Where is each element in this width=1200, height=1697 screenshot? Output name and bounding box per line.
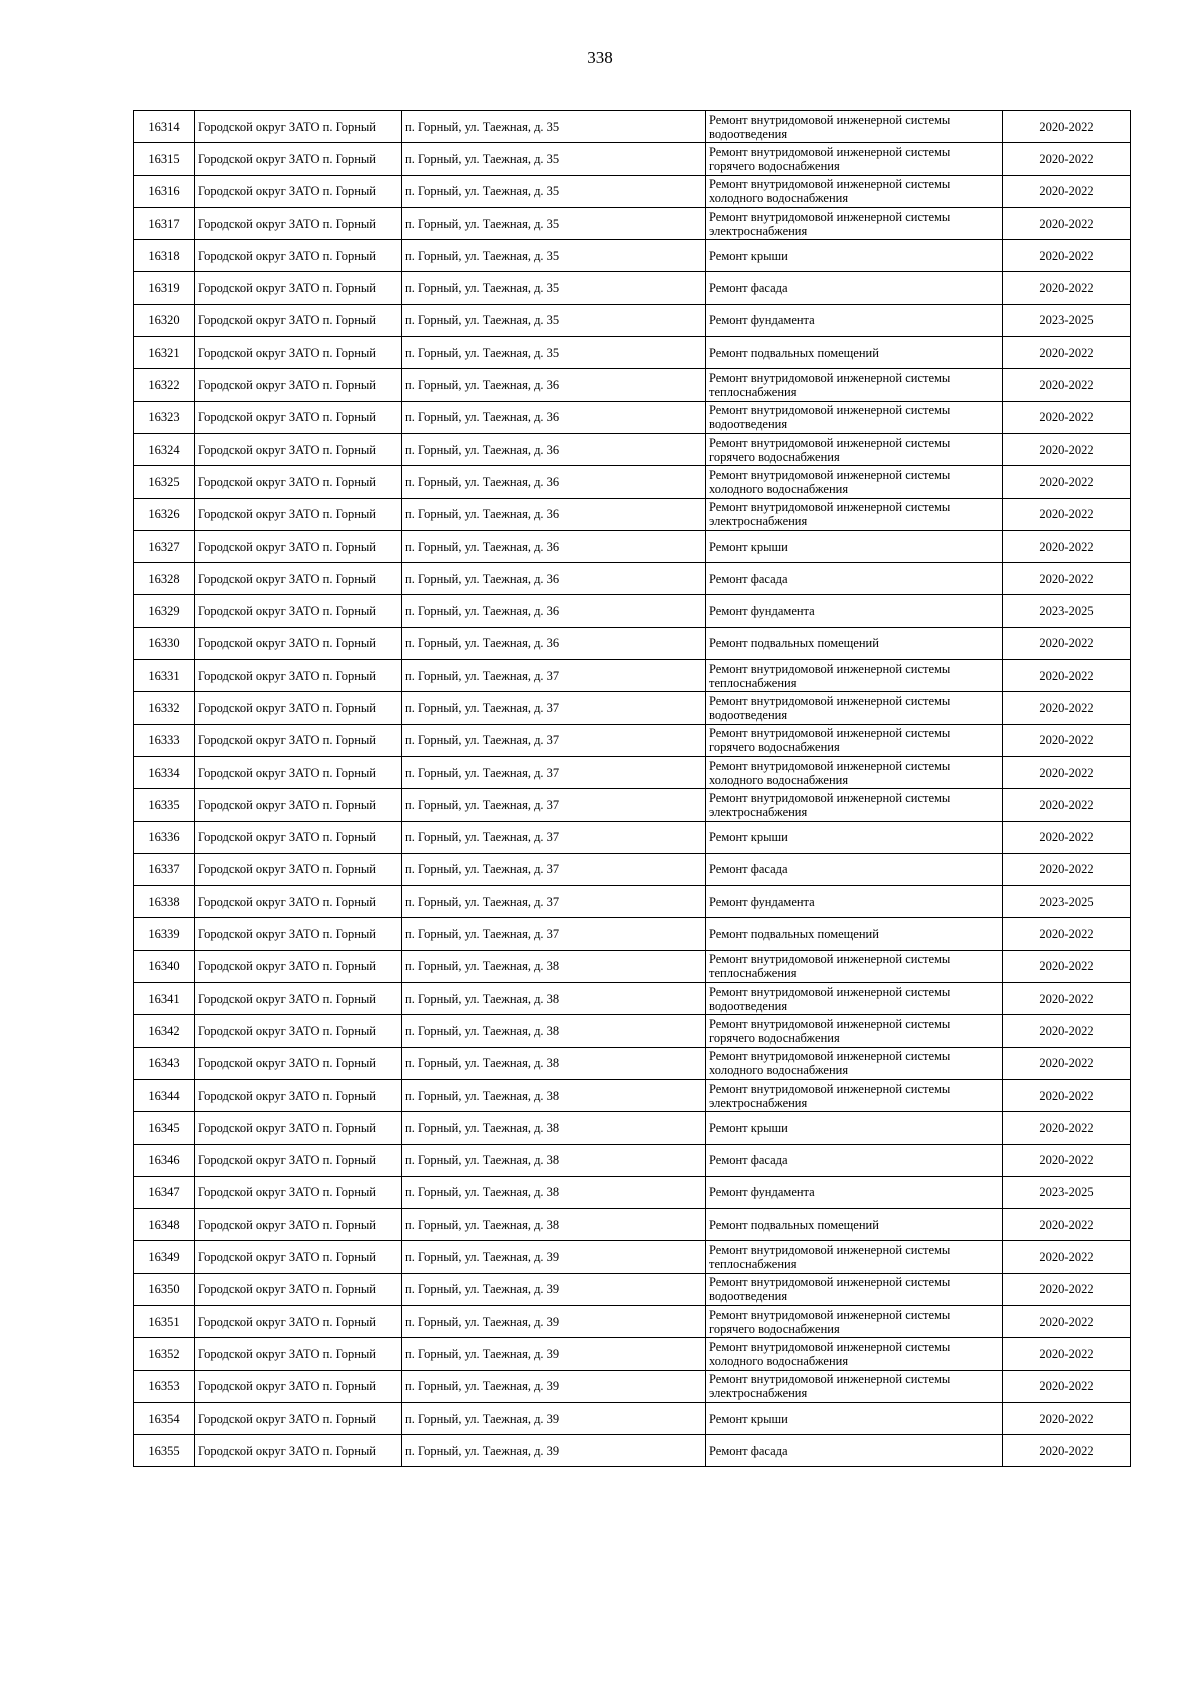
row-number-cell: 16345	[134, 1112, 195, 1144]
row-number-cell: 16346	[134, 1144, 195, 1176]
address-cell: п. Горный, ул. Таежная, д. 38	[402, 983, 706, 1015]
work-type-cell: Ремонт внутридомовой инженерной системы холодного водоснабжения	[706, 756, 1003, 788]
row-number-cell: 16325	[134, 466, 195, 498]
table-row	[134, 950, 1131, 982]
work-type-cell: Ремонт внутридомовой инженерной системы теплоснабжения	[706, 660, 1003, 692]
table-row	[134, 821, 1131, 853]
address-cell: п. Горный, ул. Таежная, д. 35	[402, 207, 706, 239]
table-row	[134, 337, 1131, 369]
municipality-cell: Городской округ ЗАТО п. Горный	[195, 660, 402, 692]
address-cell: п. Горный, ул. Таежная, д. 38	[402, 1015, 706, 1047]
table-row	[134, 143, 1131, 175]
period-cell: 2020-2022	[1003, 821, 1131, 853]
address-cell: п. Горный, ул. Таежная, д. 35	[402, 143, 706, 175]
row-number-cell: 16340	[134, 950, 195, 982]
address-cell: п. Горный, ул. Таежная, д. 37	[402, 692, 706, 724]
work-type-cell: Ремонт фундамента	[706, 1176, 1003, 1208]
address-cell: п. Горный, ул. Таежная, д. 37	[402, 660, 706, 692]
period-cell: 2020-2022	[1003, 1112, 1131, 1144]
work-type-cell: Ремонт внутридомовой инженерной системы горячего водоснабжения	[706, 143, 1003, 175]
table-row	[134, 1338, 1131, 1370]
municipality-cell: Городской округ ЗАТО п. Горный	[195, 1435, 402, 1467]
table-row	[134, 983, 1131, 1015]
municipality-cell: Городской округ ЗАТО п. Горный	[195, 1176, 402, 1208]
table-row	[134, 1241, 1131, 1273]
period-cell: 2020-2022	[1003, 724, 1131, 756]
period-cell: 2020-2022	[1003, 1435, 1131, 1467]
table-row	[134, 660, 1131, 692]
work-type-cell: Ремонт крыши	[706, 1402, 1003, 1434]
address-cell: п. Горный, ул. Таежная, д. 36	[402, 595, 706, 627]
table-row	[134, 369, 1131, 401]
table-row	[134, 1305, 1131, 1337]
period-cell: 2020-2022	[1003, 1144, 1131, 1176]
row-number-cell: 16320	[134, 304, 195, 336]
row-number-cell: 16314	[134, 111, 195, 143]
address-cell: п. Горный, ул. Таежная, д. 36	[402, 563, 706, 595]
row-number-cell: 16329	[134, 595, 195, 627]
municipality-cell: Городской округ ЗАТО п. Горный	[195, 853, 402, 885]
address-cell: п. Горный, ул. Таежная, д. 39	[402, 1241, 706, 1273]
row-number-cell: 16352	[134, 1338, 195, 1370]
work-type-cell: Ремонт крыши	[706, 821, 1003, 853]
row-number-cell: 16336	[134, 821, 195, 853]
row-number-cell: 16333	[134, 724, 195, 756]
table-row	[134, 1144, 1131, 1176]
row-number-cell: 16344	[134, 1079, 195, 1111]
period-cell: 2020-2022	[1003, 1015, 1131, 1047]
work-type-cell: Ремонт фундамента	[706, 304, 1003, 336]
row-number-cell: 16351	[134, 1305, 195, 1337]
row-number-cell: 16327	[134, 530, 195, 562]
row-number-cell: 16350	[134, 1273, 195, 1305]
work-type-cell: Ремонт крыши	[706, 530, 1003, 562]
municipality-cell: Городской округ ЗАТО п. Горный	[195, 143, 402, 175]
period-cell: 2020-2022	[1003, 369, 1131, 401]
period-cell: 2020-2022	[1003, 627, 1131, 659]
work-type-cell: Ремонт внутридомовой инженерной системы холодного водоснабжения	[706, 1338, 1003, 1370]
table-row	[134, 724, 1131, 756]
municipality-cell: Городской округ ЗАТО п. Горный	[195, 207, 402, 239]
period-cell: 2020-2022	[1003, 660, 1131, 692]
table-row	[134, 401, 1131, 433]
municipality-cell: Городской округ ЗАТО п. Горный	[195, 1305, 402, 1337]
period-cell: 2020-2022	[1003, 789, 1131, 821]
work-type-cell: Ремонт фасада	[706, 853, 1003, 885]
row-number-cell: 16324	[134, 433, 195, 465]
work-type-cell: Ремонт внутридомовой инженерной системы водоотведения	[706, 111, 1003, 143]
work-type-cell: Ремонт внутридомовой инженерной системы электроснабжения	[706, 1079, 1003, 1111]
table-row	[134, 1112, 1131, 1144]
municipality-cell: Городской округ ЗАТО п. Горный	[195, 498, 402, 530]
municipality-cell: Городской округ ЗАТО п. Горный	[195, 1047, 402, 1079]
municipality-cell: Городской округ ЗАТО п. Горный	[195, 724, 402, 756]
address-cell: п. Горный, ул. Таежная, д. 39	[402, 1338, 706, 1370]
row-number-cell: 16348	[134, 1209, 195, 1241]
period-cell: 2020-2022	[1003, 1209, 1131, 1241]
address-cell: п. Горный, ул. Таежная, д. 38	[402, 1209, 706, 1241]
address-cell: п. Горный, ул. Таежная, д. 37	[402, 756, 706, 788]
work-type-cell: Ремонт внутридомовой инженерной системы электроснабжения	[706, 207, 1003, 239]
municipality-cell: Городской округ ЗАТО п. Горный	[195, 1079, 402, 1111]
period-cell: 2020-2022	[1003, 1079, 1131, 1111]
address-cell: п. Горный, ул. Таежная, д. 38	[402, 1079, 706, 1111]
period-cell: 2023-2025	[1003, 886, 1131, 918]
period-cell: 2020-2022	[1003, 1241, 1131, 1273]
work-type-cell: Ремонт подвальных помещений	[706, 337, 1003, 369]
period-cell: 2020-2022	[1003, 1338, 1131, 1370]
municipality-cell: Городской округ ЗАТО п. Горный	[195, 1370, 402, 1402]
page-number: 338	[587, 48, 613, 67]
work-type-cell: Ремонт фасада	[706, 563, 1003, 595]
work-type-cell: Ремонт фундамента	[706, 886, 1003, 918]
period-cell: 2020-2022	[1003, 1370, 1131, 1402]
municipality-cell: Городской округ ЗАТО п. Горный	[195, 1144, 402, 1176]
municipality-cell: Городской округ ЗАТО п. Горный	[195, 627, 402, 659]
period-cell: 2023-2025	[1003, 595, 1131, 627]
row-number-cell: 16317	[134, 207, 195, 239]
municipality-cell: Городской округ ЗАТО п. Горный	[195, 950, 402, 982]
table-row	[134, 789, 1131, 821]
period-cell: 2020-2022	[1003, 240, 1131, 272]
table-row	[134, 433, 1131, 465]
row-number-cell: 16343	[134, 1047, 195, 1079]
work-type-cell: Ремонт фундамента	[706, 595, 1003, 627]
period-cell: 2020-2022	[1003, 175, 1131, 207]
address-cell: п. Горный, ул. Таежная, д. 35	[402, 272, 706, 304]
work-type-cell: Ремонт внутридомовой инженерной системы холодного водоснабжения	[706, 466, 1003, 498]
row-number-cell: 16337	[134, 853, 195, 885]
municipality-cell: Городской округ ЗАТО п. Горный	[195, 111, 402, 143]
municipality-cell: Городской округ ЗАТО п. Горный	[195, 983, 402, 1015]
table-row	[134, 1273, 1131, 1305]
work-type-cell: Ремонт внутридомовой инженерной системы горячего водоснабжения	[706, 1305, 1003, 1337]
row-number-cell: 16318	[134, 240, 195, 272]
period-cell: 2020-2022	[1003, 950, 1131, 982]
municipality-cell: Городской округ ЗАТО п. Горный	[195, 821, 402, 853]
row-number-cell: 16331	[134, 660, 195, 692]
table-row	[134, 175, 1131, 207]
address-cell: п. Горный, ул. Таежная, д. 37	[402, 821, 706, 853]
work-type-cell: Ремонт крыши	[706, 240, 1003, 272]
table-row	[134, 111, 1131, 143]
period-cell: 2020-2022	[1003, 466, 1131, 498]
municipality-cell: Городской округ ЗАТО п. Горный	[195, 918, 402, 950]
work-type-cell: Ремонт крыши	[706, 1112, 1003, 1144]
period-cell: 2020-2022	[1003, 401, 1131, 433]
table-row	[134, 304, 1131, 336]
table-row	[134, 466, 1131, 498]
address-cell: п. Горный, ул. Таежная, д. 36	[402, 627, 706, 659]
period-cell: 2020-2022	[1003, 756, 1131, 788]
work-type-cell: Ремонт фасада	[706, 1435, 1003, 1467]
work-type-cell: Ремонт внутридомовой инженерной системы холодного водоснабжения	[706, 175, 1003, 207]
row-number-cell: 16339	[134, 918, 195, 950]
period-cell: 2020-2022	[1003, 563, 1131, 595]
table-body	[134, 111, 1131, 1467]
municipality-cell: Городской округ ЗАТО п. Горный	[195, 433, 402, 465]
municipality-cell: Городской округ ЗАТО п. Горный	[195, 1338, 402, 1370]
period-cell: 2020-2022	[1003, 1273, 1131, 1305]
work-type-cell: Ремонт фасада	[706, 1144, 1003, 1176]
municipality-cell: Городской округ ЗАТО п. Горный	[195, 369, 402, 401]
address-cell: п. Горный, ул. Таежная, д. 37	[402, 918, 706, 950]
work-type-cell: Ремонт подвальных помещений	[706, 1209, 1003, 1241]
period-cell: 2020-2022	[1003, 498, 1131, 530]
work-type-cell: Ремонт внутридомовой инженерной системы теплоснабжения	[706, 950, 1003, 982]
municipality-cell: Городской округ ЗАТО п. Горный	[195, 1402, 402, 1434]
address-cell: п. Горный, ул. Таежная, д. 38	[402, 1144, 706, 1176]
row-number-cell: 16353	[134, 1370, 195, 1402]
work-type-cell: Ремонт внутридомовой инженерной системы электроснабжения	[706, 1370, 1003, 1402]
municipality-cell: Городской округ ЗАТО п. Горный	[195, 563, 402, 595]
row-number-cell: 16347	[134, 1176, 195, 1208]
table-row	[134, 272, 1131, 304]
period-cell: 2020-2022	[1003, 433, 1131, 465]
row-number-cell: 16330	[134, 627, 195, 659]
row-number-cell: 16349	[134, 1241, 195, 1273]
row-number-cell: 16328	[134, 563, 195, 595]
address-cell: п. Горный, ул. Таежная, д. 39	[402, 1305, 706, 1337]
row-number-cell: 16322	[134, 369, 195, 401]
period-cell: 2023-2025	[1003, 304, 1131, 336]
address-cell: п. Горный, ул. Таежная, д. 35	[402, 337, 706, 369]
period-cell: 2020-2022	[1003, 111, 1131, 143]
row-number-cell: 16342	[134, 1015, 195, 1047]
row-number-cell: 16315	[134, 143, 195, 175]
address-cell: п. Горный, ул. Таежная, д. 36	[402, 466, 706, 498]
address-cell: п. Горный, ул. Таежная, д. 36	[402, 433, 706, 465]
period-cell: 2020-2022	[1003, 1402, 1131, 1434]
address-cell: п. Горный, ул. Таежная, д. 37	[402, 724, 706, 756]
repair-registry-table	[133, 110, 1131, 1467]
table-row	[134, 1079, 1131, 1111]
period-cell: 2020-2022	[1003, 918, 1131, 950]
row-number-cell: 16338	[134, 886, 195, 918]
table-row	[134, 886, 1131, 918]
address-cell: п. Горный, ул. Таежная, д. 38	[402, 1176, 706, 1208]
row-number-cell: 16341	[134, 983, 195, 1015]
municipality-cell: Городской округ ЗАТО п. Горный	[195, 337, 402, 369]
period-cell: 2020-2022	[1003, 983, 1131, 1015]
row-number-cell: 16354	[134, 1402, 195, 1434]
address-cell: п. Горный, ул. Таежная, д. 39	[402, 1273, 706, 1305]
address-cell: п. Горный, ул. Таежная, д. 36	[402, 498, 706, 530]
period-cell: 2020-2022	[1003, 1305, 1131, 1337]
municipality-cell: Городской округ ЗАТО п. Горный	[195, 304, 402, 336]
address-cell: п. Горный, ул. Таежная, д. 39	[402, 1370, 706, 1402]
work-type-cell: Ремонт подвальных помещений	[706, 627, 1003, 659]
address-cell: п. Горный, ул. Таежная, д. 38	[402, 1047, 706, 1079]
municipality-cell: Городской округ ЗАТО п. Горный	[195, 692, 402, 724]
period-cell: 2020-2022	[1003, 853, 1131, 885]
municipality-cell: Городской округ ЗАТО п. Горный	[195, 240, 402, 272]
municipality-cell: Городской округ ЗАТО п. Горный	[195, 1015, 402, 1047]
work-type-cell: Ремонт внутридомовой инженерной системы горячего водоснабжения	[706, 433, 1003, 465]
row-number-cell: 16334	[134, 756, 195, 788]
work-type-cell: Ремонт внутридомовой инженерной системы электроснабжения	[706, 498, 1003, 530]
period-cell: 2023-2025	[1003, 1176, 1131, 1208]
municipality-cell: Городской округ ЗАТО п. Горный	[195, 466, 402, 498]
work-type-cell: Ремонт внутридомовой инженерной системы водоотведения	[706, 1273, 1003, 1305]
table-row	[134, 595, 1131, 627]
address-cell: п. Горный, ул. Таежная, д. 39	[402, 1435, 706, 1467]
work-type-cell: Ремонт подвальных помещений	[706, 918, 1003, 950]
table-row	[134, 1176, 1131, 1208]
address-cell: п. Горный, ул. Таежная, д. 38	[402, 1112, 706, 1144]
address-cell: п. Горный, ул. Таежная, д. 35	[402, 175, 706, 207]
row-number-cell: 16335	[134, 789, 195, 821]
work-type-cell: Ремонт внутридомовой инженерной системы электроснабжения	[706, 789, 1003, 821]
address-cell: п. Горный, ул. Таежная, д. 36	[402, 530, 706, 562]
address-cell: п. Горный, ул. Таежная, д. 36	[402, 369, 706, 401]
municipality-cell: Городской округ ЗАТО п. Горный	[195, 1209, 402, 1241]
table-row	[134, 1047, 1131, 1079]
work-type-cell: Ремонт внутридомовой инженерной системы теплоснабжения	[706, 1241, 1003, 1273]
work-type-cell: Ремонт фасада	[706, 272, 1003, 304]
period-cell: 2020-2022	[1003, 337, 1131, 369]
table-row	[134, 1209, 1131, 1241]
table-row	[134, 853, 1131, 885]
period-cell: 2020-2022	[1003, 207, 1131, 239]
address-cell: п. Горный, ул. Таежная, д. 35	[402, 240, 706, 272]
period-cell: 2020-2022	[1003, 272, 1131, 304]
table-row	[134, 1435, 1131, 1467]
table-row	[134, 1402, 1131, 1434]
municipality-cell: Городской округ ЗАТО п. Горный	[195, 756, 402, 788]
table-row	[134, 498, 1131, 530]
table-row	[134, 240, 1131, 272]
municipality-cell: Городской округ ЗАТО п. Горный	[195, 175, 402, 207]
work-type-cell: Ремонт внутридомовой инженерной системы горячего водоснабжения	[706, 1015, 1003, 1047]
work-type-cell: Ремонт внутридомовой инженерной системы холодного водоснабжения	[706, 1047, 1003, 1079]
municipality-cell: Городской округ ЗАТО п. Горный	[195, 595, 402, 627]
municipality-cell: Городской округ ЗАТО п. Горный	[195, 1241, 402, 1273]
work-type-cell: Ремонт внутридомовой инженерной системы водоотведения	[706, 983, 1003, 1015]
municipality-cell: Городской округ ЗАТО п. Горный	[195, 272, 402, 304]
municipality-cell: Городской округ ЗАТО п. Горный	[195, 789, 402, 821]
row-number-cell: 16323	[134, 401, 195, 433]
table-row	[134, 918, 1131, 950]
table-row	[134, 1370, 1131, 1402]
municipality-cell: Городской округ ЗАТО п. Горный	[195, 1112, 402, 1144]
table-row	[134, 692, 1131, 724]
table-row	[134, 627, 1131, 659]
period-cell: 2020-2022	[1003, 530, 1131, 562]
municipality-cell: Городской округ ЗАТО п. Горный	[195, 886, 402, 918]
table-row	[134, 1015, 1131, 1047]
work-type-cell: Ремонт внутридомовой инженерной системы водоотведения	[706, 401, 1003, 433]
row-number-cell: 16316	[134, 175, 195, 207]
address-cell: п. Горный, ул. Таежная, д. 37	[402, 789, 706, 821]
row-number-cell: 16326	[134, 498, 195, 530]
address-cell: п. Горный, ул. Таежная, д. 38	[402, 950, 706, 982]
row-number-cell: 16355	[134, 1435, 195, 1467]
row-number-cell: 16321	[134, 337, 195, 369]
municipality-cell: Городской округ ЗАТО п. Горный	[195, 530, 402, 562]
address-cell: п. Горный, ул. Таежная, д. 36	[402, 401, 706, 433]
address-cell: п. Горный, ул. Таежная, д. 35	[402, 111, 706, 143]
address-cell: п. Горный, ул. Таежная, д. 37	[402, 853, 706, 885]
work-type-cell: Ремонт внутридомовой инженерной системы водоотведения	[706, 692, 1003, 724]
table-row	[134, 563, 1131, 595]
table-row	[134, 530, 1131, 562]
work-type-cell: Ремонт внутридомовой инженерной системы теплоснабжения	[706, 369, 1003, 401]
period-cell: 2020-2022	[1003, 143, 1131, 175]
address-cell: п. Горный, ул. Таежная, д. 37	[402, 886, 706, 918]
municipality-cell: Городской округ ЗАТО п. Горный	[195, 401, 402, 433]
work-type-cell: Ремонт внутридомовой инженерной системы горячего водоснабжения	[706, 724, 1003, 756]
row-number-cell: 16319	[134, 272, 195, 304]
address-cell: п. Горный, ул. Таежная, д. 39	[402, 1402, 706, 1434]
table-row	[134, 207, 1131, 239]
row-number-cell: 16332	[134, 692, 195, 724]
period-cell: 2020-2022	[1003, 692, 1131, 724]
period-cell: 2020-2022	[1003, 1047, 1131, 1079]
address-cell: п. Горный, ул. Таежная, д. 35	[402, 304, 706, 336]
municipality-cell: Городской округ ЗАТО п. Горный	[195, 1273, 402, 1305]
table-row	[134, 756, 1131, 788]
